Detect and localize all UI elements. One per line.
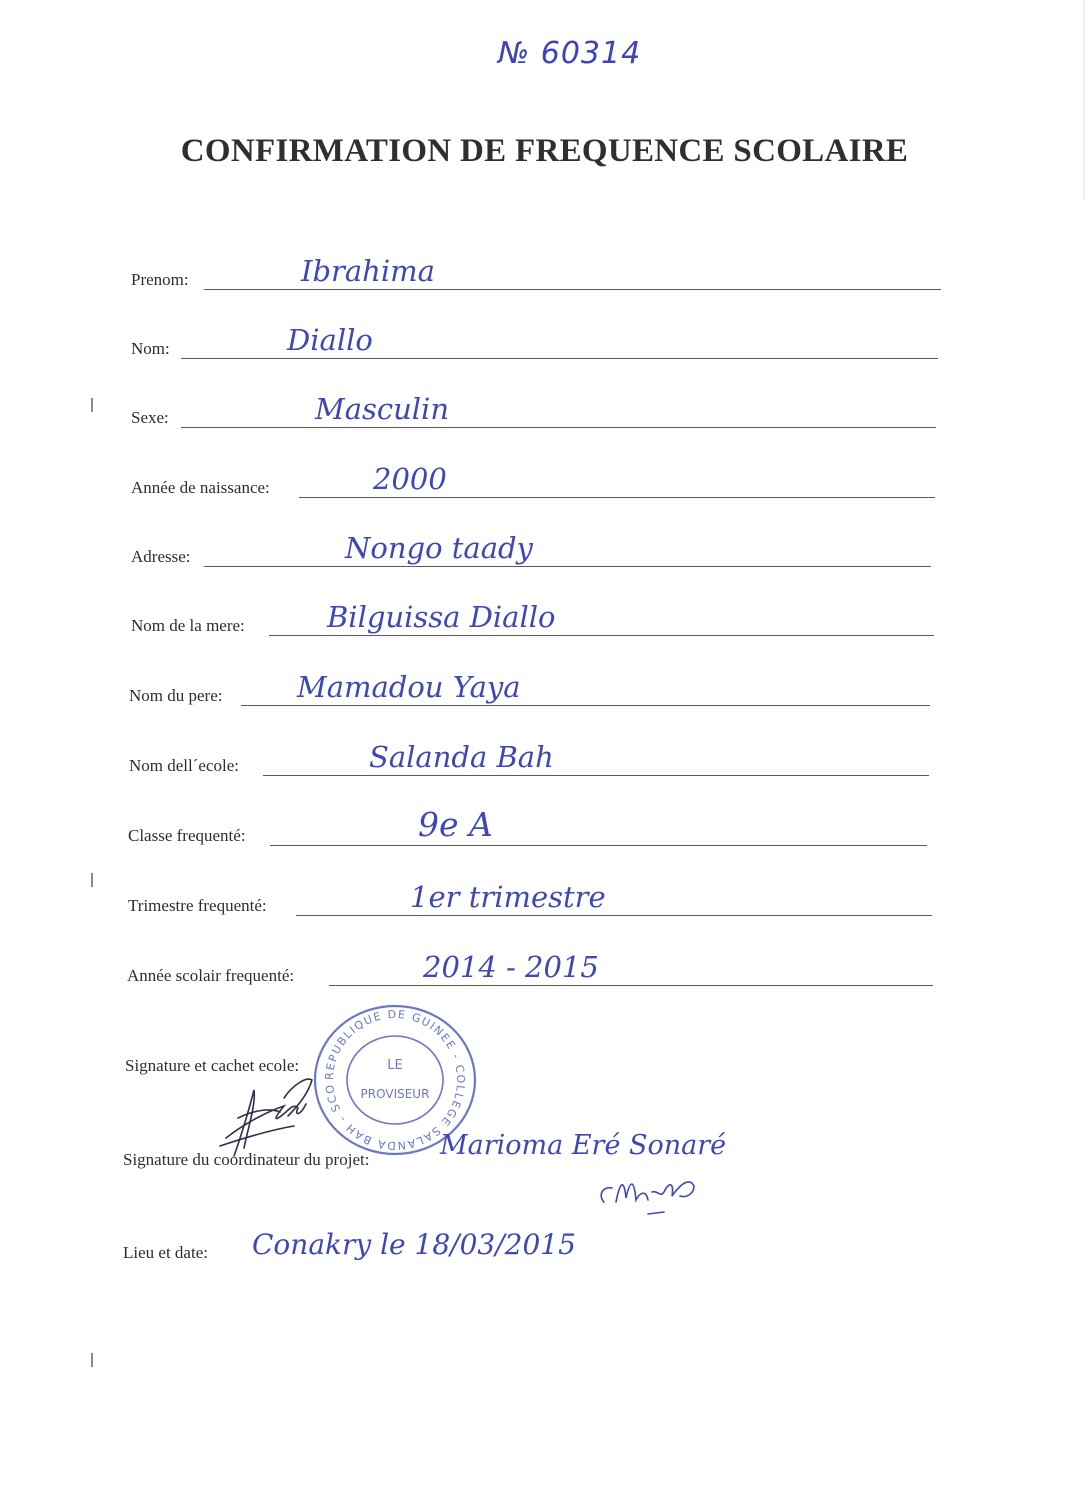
field-label: Sexe: xyxy=(131,408,169,427)
field-value: 2000 xyxy=(373,462,447,496)
field-label: Prenom: xyxy=(131,270,189,289)
coordinator-signature-label: Signature du coordinateur du projet: xyxy=(123,1150,370,1169)
field-row-prenom xyxy=(131,254,941,294)
field-value: 1er trimestre xyxy=(410,880,606,914)
field-underline xyxy=(181,427,936,428)
field-underline xyxy=(204,289,941,290)
field-value: Bilguissa Diallo xyxy=(327,600,556,634)
field-underline xyxy=(269,635,934,636)
school-signature-image xyxy=(214,1068,324,1163)
field-label: Nom du pere: xyxy=(129,686,223,705)
field-row-sexe xyxy=(131,392,936,432)
field-underline xyxy=(241,705,930,706)
coordinator-signature-image xyxy=(590,1162,710,1222)
field-underline xyxy=(204,566,931,567)
margin-mark xyxy=(90,873,94,887)
field-value: Mamadou Yaya xyxy=(297,670,521,704)
field-underline xyxy=(270,845,927,846)
field-row-trimestre xyxy=(128,880,932,920)
field-value: Salanda Bah xyxy=(369,740,554,774)
field-value: Ibrahima xyxy=(301,254,435,288)
stamp-ring-text: REPUBLIQUE DE GUINEE - COLLEGE SALANDA BAH - SCO xyxy=(322,1007,468,1153)
coordinator-name: Marioma Eré Sonaré xyxy=(440,1130,727,1161)
field-value: 9e A xyxy=(418,805,493,844)
field-row-annee-naissance xyxy=(131,462,935,502)
field-label: Nom de la mere: xyxy=(131,616,245,635)
field-row-nom xyxy=(131,323,938,363)
field-underline xyxy=(329,985,933,986)
field-underline xyxy=(299,497,935,498)
margin-mark xyxy=(90,1353,94,1367)
field-label: Nom: xyxy=(131,339,170,358)
field-row-classe xyxy=(128,805,927,850)
school-signature-label: Signature et cachet ecole: xyxy=(125,1056,300,1075)
place-date-value: Conakry le 18/03/2015 xyxy=(252,1228,576,1261)
stamp-center-line2: PROVISEUR xyxy=(360,1087,430,1101)
field-row-annee-scolaire xyxy=(127,950,933,990)
field-label: Nom dell´ecole: xyxy=(129,756,239,775)
field-value: Nongo taady xyxy=(345,531,533,565)
field-label: Classe frequenté: xyxy=(128,826,246,845)
field-underline xyxy=(296,915,932,916)
field-label: Année de naissance: xyxy=(131,478,270,497)
field-value: 2014 - 2015 xyxy=(423,950,599,984)
field-label: Trimestre frequenté: xyxy=(128,896,267,915)
stamp-center-line1: LE xyxy=(387,1058,403,1073)
field-row-nom-pere xyxy=(129,670,930,710)
field-row-nom-mere xyxy=(131,600,934,640)
document-title: CONFIRMATION DE FREQUENCE SCOLAIRE xyxy=(180,133,909,169)
field-row-adresse xyxy=(131,531,931,571)
place-date-label: Lieu et date: xyxy=(123,1243,208,1262)
field-value: Masculin xyxy=(315,392,450,426)
field-value: Diallo xyxy=(287,323,373,357)
field-label: Adresse: xyxy=(131,547,191,566)
field-label: Année scolair frequenté: xyxy=(127,966,295,985)
margin-mark xyxy=(90,398,94,412)
field-underline xyxy=(181,358,938,359)
field-underline xyxy=(263,775,929,776)
document-number: № 60314 xyxy=(498,36,642,71)
field-row-nom-ecole xyxy=(129,740,929,780)
scan-edge xyxy=(1076,0,1089,200)
